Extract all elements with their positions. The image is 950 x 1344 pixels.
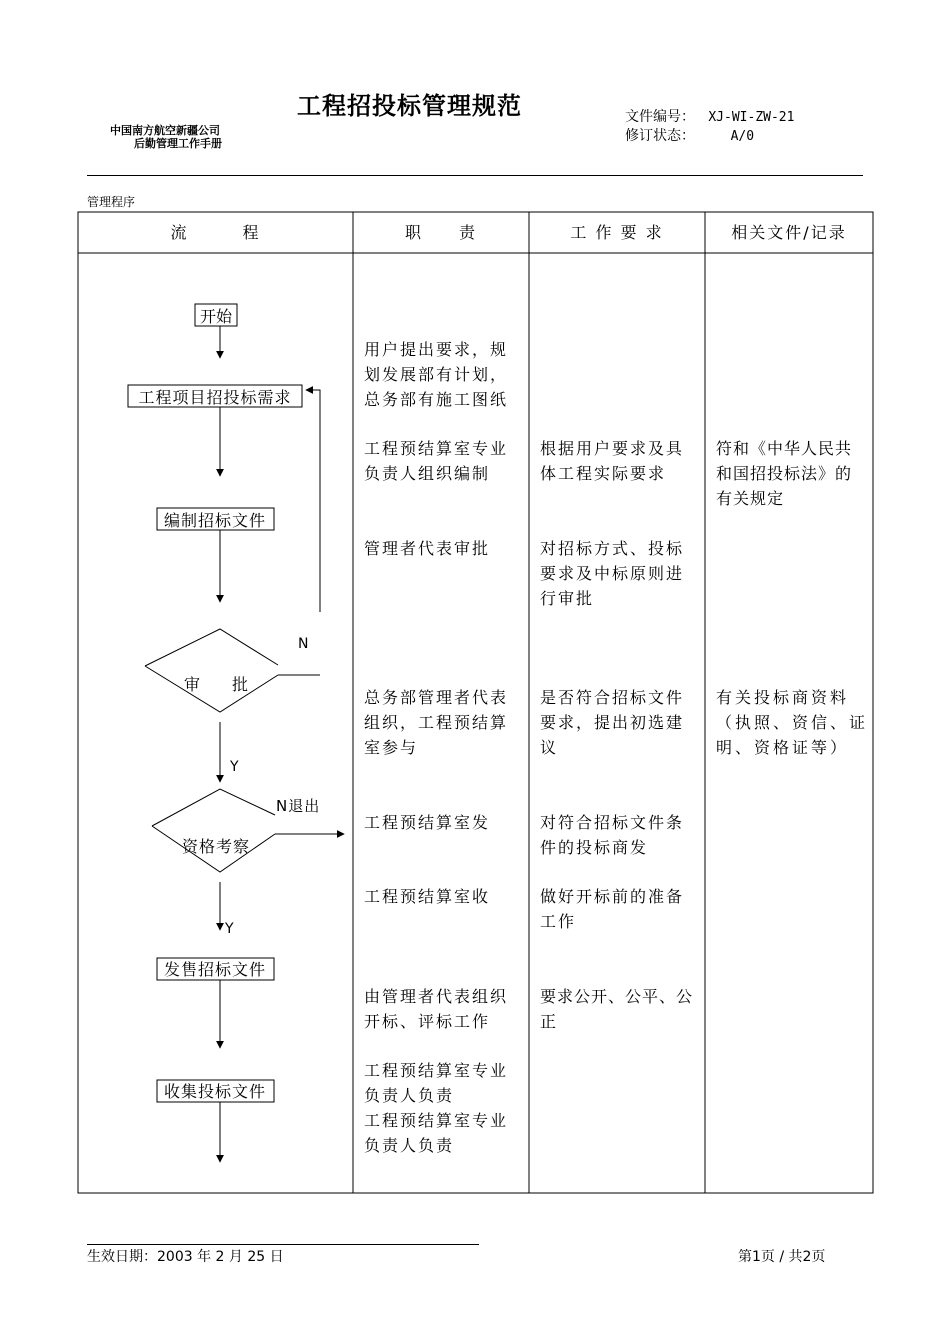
requirement-text: 是否符合招标文件 要求，提出初选建 议: [540, 688, 685, 757]
responsibility-text: 用户提出要求，规 划发展部有计划， 总务部有施工图纸: [364, 340, 509, 409]
column-header-requirements: 工 作 要 求: [570, 223, 664, 242]
document-title: 工程招投标管理规范: [297, 92, 522, 120]
column-header-flow: 流 程: [170, 223, 261, 242]
flow-step1-label: 工程项目招投标需求: [138, 388, 292, 407]
requirement-text: 做好开标前的准备 工作: [540, 887, 685, 931]
document-reference: 有关投标商资料 （执照、资信、证 明、资格证等）: [716, 688, 869, 757]
doc-number-label: 文件编号：: [625, 109, 695, 125]
requirement-text: 对招标方式、投标 要求及中标原则进 行审批: [540, 539, 685, 608]
responsibility-text: 工程预结算室专业 负责人负责 工程预结算室专业 负责人负责: [364, 1061, 509, 1155]
requirement-text: 对符合招标文件条 件的投标商发: [540, 813, 685, 857]
flow-decision1-yes: Y: [230, 759, 239, 775]
flow-decision1-diamond: [145, 629, 278, 712]
responsibility-text: 由管理者代表组织 开标、评标工作: [364, 987, 509, 1031]
revision-label: 修订状态：: [625, 128, 695, 144]
flow-start-label: 开始: [199, 307, 233, 326]
flow-decision2-label: 资格考察: [181, 837, 251, 856]
flow-step2-label: 编制招标文件: [163, 511, 267, 530]
flow-return-arrow: [306, 390, 320, 612]
flow-decision2-no: N退出: [276, 797, 321, 815]
flow-decision1-no: N: [298, 636, 309, 652]
column-header-responsibility: 职 责: [404, 223, 477, 242]
responsibility-text: 工程预结算室发: [364, 813, 491, 832]
requirement-text: 根据用户要求及具 体工程实际要求: [540, 439, 685, 483]
flow-decision2-diamond: [152, 789, 275, 872]
responsibility-text: 工程预结算室收: [364, 887, 491, 906]
requirement-text: 要求公开、公平、公 正: [540, 987, 694, 1031]
flow-step3-label: 发售招标文件: [163, 960, 267, 979]
effective-date: 生效日期：2003 年 2 月 25 日: [87, 1249, 284, 1265]
responsibility-text: 管理者代表审批: [364, 539, 491, 558]
manual-name: 后勤管理工作手册: [134, 137, 222, 150]
revision-status: A/0: [730, 129, 755, 144]
footer-rule: [87, 1244, 479, 1245]
flow-decision1-label: 审 批: [183, 675, 249, 694]
responsibility-text: 工程预结算室专业 负责人组织编制: [364, 439, 509, 483]
page-number: 第1页 / 共2页: [738, 1249, 826, 1265]
column-header-documents: 相关文件/记录: [731, 223, 847, 242]
company-name: 中国南方航空新疆公司: [110, 124, 220, 137]
responsibility-text: 总务部管理者代表 组织，工程预结算 室参与: [364, 688, 509, 757]
flow-decision2-yes: Y: [225, 921, 234, 937]
document-reference: 符和《中华人民共 和国招投标法》的 有关规定: [716, 439, 853, 508]
section-label: 管理程序: [87, 195, 136, 209]
doc-number: XJ-WI-ZW-21: [708, 110, 795, 125]
flow-step4-label: 收集投标文件: [163, 1082, 267, 1101]
